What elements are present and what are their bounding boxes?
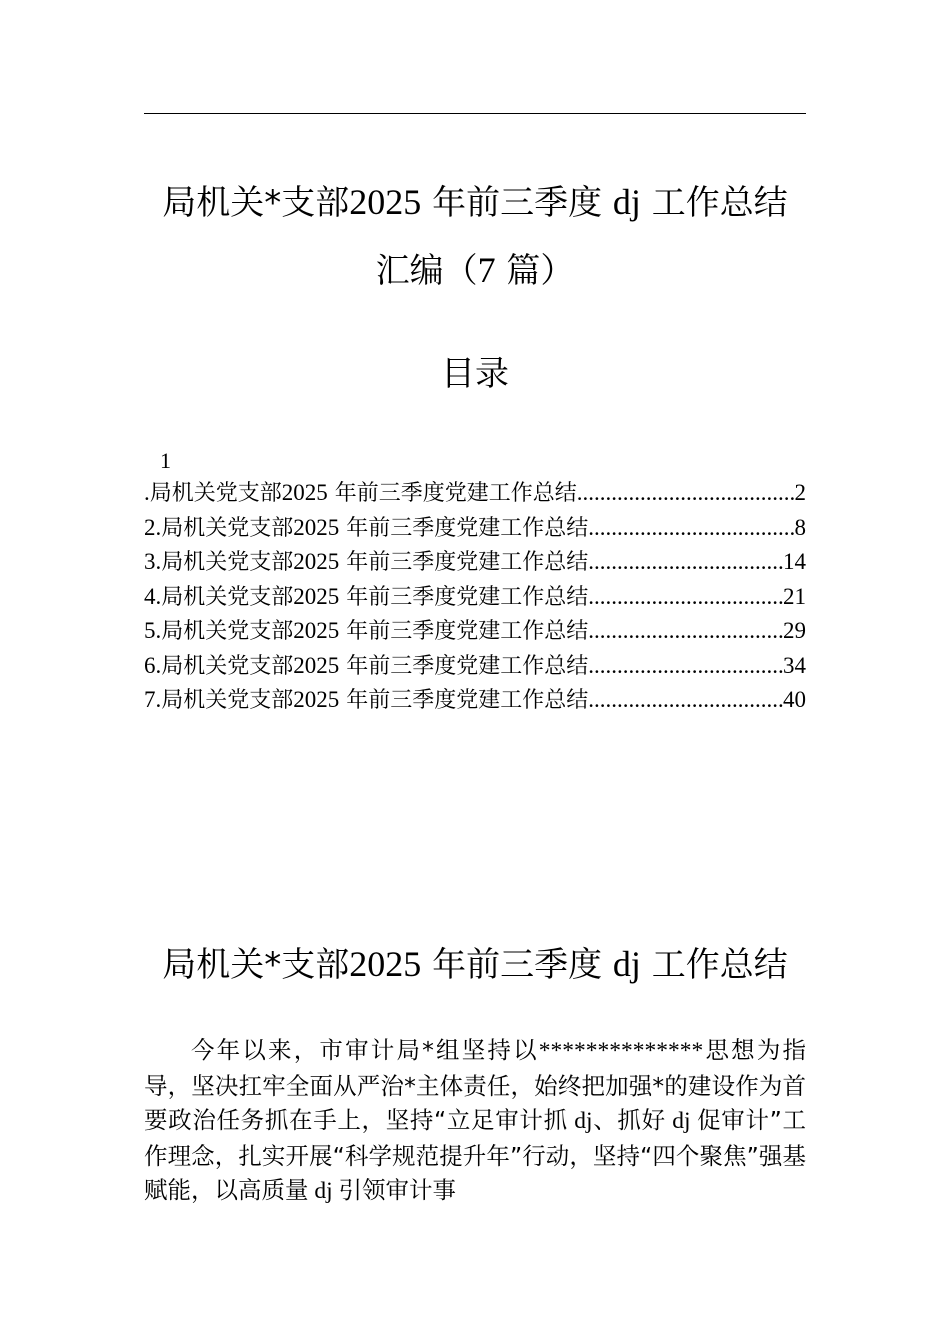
toc-item-text: 局机关党支部	[161, 619, 294, 644]
paragraph-run: dj	[665, 1108, 698, 1134]
paragraph-run: 引领审计事	[338, 1176, 457, 1204]
toc-page-number: 2	[794, 480, 806, 505]
toc-item-text: 局机关党支部	[149, 481, 282, 506]
paragraph-run: 、抓好	[592, 1106, 666, 1134]
toc-item-year: 2025	[293, 652, 340, 678]
toc-item-number: 6.	[144, 652, 162, 678]
toc-leader-dots	[588, 580, 783, 615]
document-title-line-2	[144, 250, 806, 291]
header-rule	[144, 113, 806, 114]
paragraph-run: dj	[567, 1108, 593, 1134]
toc-leader-dots	[588, 545, 783, 580]
toc-item-year: 2025	[293, 687, 340, 712]
toc-item-number: 3.	[144, 549, 162, 574]
toc-item-6[interactable]	[144, 649, 806, 684]
section-title-text: 工作总结	[651, 945, 788, 985]
toc-item-text: 年前三季度党建工作总结	[334, 481, 577, 506]
section-title-abbr: dj	[612, 944, 641, 984]
paragraph-run: **************	[538, 1038, 704, 1064]
paragraph-run: 今年以来，市审计局*组坚持以	[191, 1036, 539, 1064]
toc-prefix-number: 1	[160, 448, 171, 473]
toc-item-number: 2.	[144, 514, 162, 540]
toc-item-4[interactable]	[144, 580, 806, 615]
toc-page-number: 34	[783, 652, 806, 678]
toc-item-text: 年前三季度党建工作总结	[346, 653, 589, 679]
paragraph-run: dj	[308, 1178, 339, 1204]
toc-item-label	[144, 476, 577, 511]
toc-item-year: 2025	[281, 480, 328, 505]
title-text: 局机关*支部	[162, 183, 350, 223]
section-title-year: 2025	[349, 944, 422, 984]
toc-item-2[interactable]	[144, 511, 806, 546]
section-title	[144, 944, 806, 985]
body-paragraph	[144, 1033, 806, 1209]
section-title-text: 局机关*支部	[162, 945, 350, 985]
toc-leader-dots	[588, 614, 783, 649]
title-text: 工作总结	[651, 183, 788, 223]
toc-item-label	[144, 683, 588, 718]
toc-item-year: 2025	[293, 618, 340, 643]
title-abbr: dj	[612, 182, 641, 222]
toc-item-year: 2025	[293, 583, 340, 609]
toc-item-text: 局机关党支部	[161, 550, 294, 575]
title-text: 篇）	[506, 251, 575, 291]
toc-item-text: 局机关党支部	[161, 584, 294, 610]
toc-item-1[interactable]	[144, 476, 806, 511]
toc-heading: 目录	[441, 354, 509, 394]
toc-leader-dots	[577, 476, 795, 511]
toc-item-label	[144, 545, 588, 580]
title-count: 7	[477, 250, 496, 290]
toc-item-3[interactable]	[144, 545, 806, 580]
toc-leader-dots	[588, 511, 794, 546]
title-year: 2025	[349, 182, 422, 222]
section-title-text: 年前三季度	[432, 945, 603, 985]
toc-page-number: 40	[783, 687, 806, 712]
document-title-line-1	[144, 182, 806, 223]
toc-item-5[interactable]	[144, 614, 806, 649]
toc-item-7[interactable]	[144, 683, 806, 718]
toc-item-number: .	[144, 480, 150, 505]
toc-leader-dots	[588, 683, 783, 718]
toc-page-number: 14	[783, 549, 806, 574]
toc-item-text: 局机关党支部	[161, 653, 294, 679]
toc-item-year: 2025	[293, 514, 340, 540]
toc-item-label	[144, 511, 588, 546]
toc-item-label	[144, 580, 588, 615]
toc-item-number: 4.	[144, 583, 162, 609]
toc-page-number: 29	[783, 618, 806, 643]
toc-item-text: 年前三季度党建工作总结	[346, 584, 589, 610]
toc-item-number: 5.	[144, 618, 162, 643]
paragraph-run: 思想为指导，坚决扛牢全面从严治*主体责任，始终把加强*的建设作为首要政治任务抓在手上，坚持“立足审计抓	[144, 1036, 807, 1134]
title-text: 年前三季度	[432, 183, 603, 223]
toc-leader-dots	[588, 649, 783, 684]
toc-item-text: 局机关党支部	[161, 515, 294, 541]
toc-page-number: 21	[783, 583, 806, 609]
paragraph-run: 促审计”工作理念，扎实开展“科学规范提升年”行动，坚持“四个聚焦”强基赋能，以高质量	[144, 1106, 806, 1204]
toc-item-label	[144, 649, 588, 684]
table-of-contents	[144, 446, 806, 718]
toc-item-text: 局机关党支部	[161, 688, 294, 713]
toc-item-text: 年前三季度党建工作总结	[346, 550, 589, 575]
toc-item-label	[144, 614, 588, 649]
toc-item-number: 7.	[144, 687, 162, 712]
toc-item-text: 年前三季度党建工作总结	[346, 619, 589, 644]
title-text: 汇编（	[375, 251, 478, 291]
toc-item-text: 年前三季度党建工作总结	[346, 688, 589, 713]
toc-item-year: 2025	[293, 549, 340, 574]
toc-item-text: 年前三季度党建工作总结	[346, 515, 589, 541]
toc-page-number: 8	[794, 514, 806, 540]
